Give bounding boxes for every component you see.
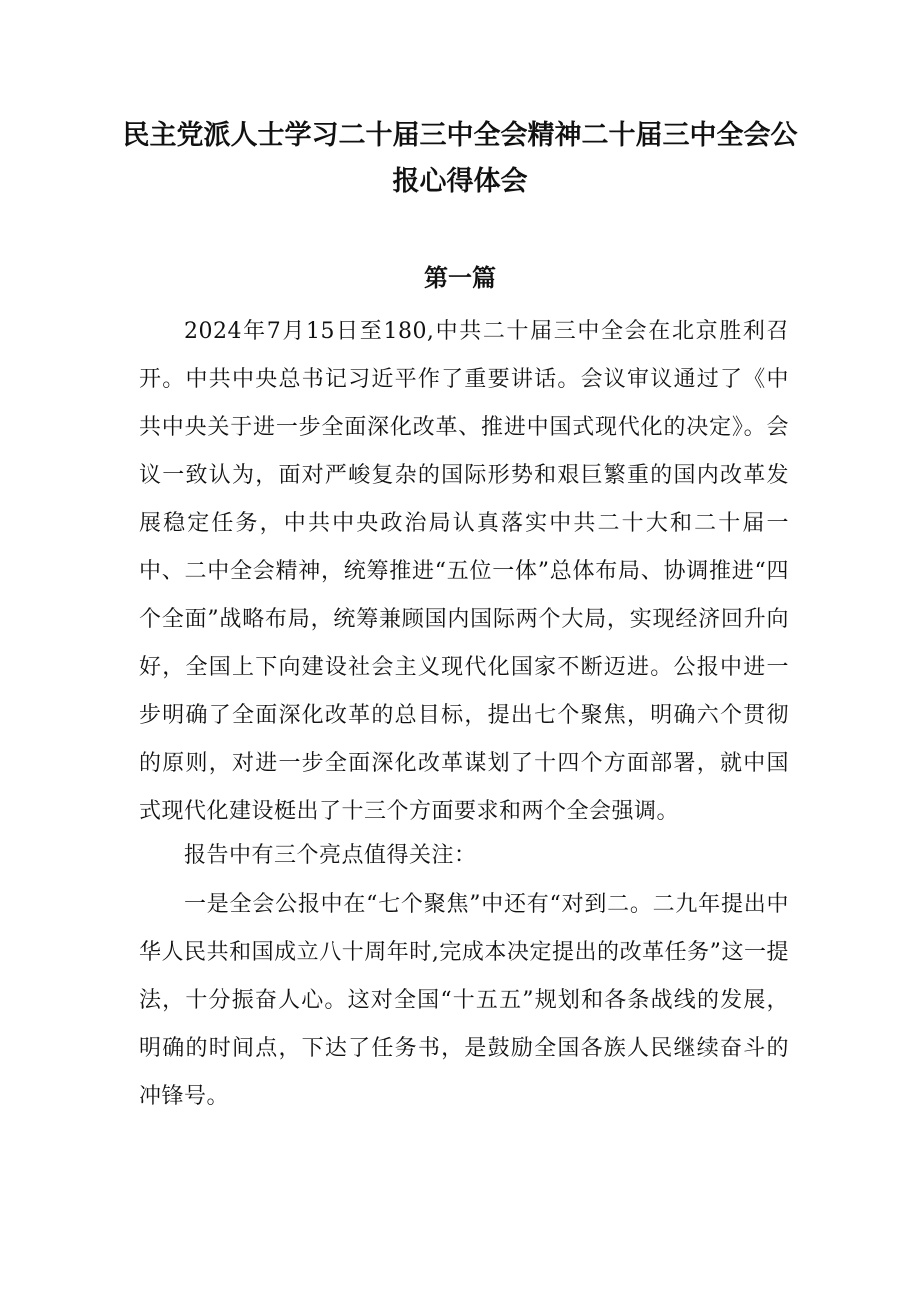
body-paragraph: 报告中有三个亮点值得关注： [184, 843, 477, 868]
section-heading: 第一篇 [424, 264, 496, 292]
document-title-line-1: 民主党派人士学习二十届三中全会精神二十届三中全会公 [122, 120, 798, 151]
body-paragraph-1-container [139, 308, 789, 836]
body-paragraph: 一是全会公报中在“七个聚焦”中还有“对到二。二九年提出中华人民共和国成立八十周年时,完成本决定提出的改革任务”这一提法，十分振奋人心。这对全国“十五五”规划和各条战线的发展，明确的时间点，下达了任务书，是鼓励全国各族人民继续奋斗的冲锋号。 [139, 892, 789, 1109]
body-paragraph: 2024年7月15日至180,中共二十届三中全会在北京胜利召开。中共中央总书记习近平作了重要讲话。会议审议通过了《中共中央关于进一步全面深化改革、推进中国式现代化的决定》。会议一致认为，面对严峻复杂的国际形势和艰巨繁重的国内改革发展稳定任务，中共中央政治局认真落实中共二十大和二十届一中、二中全会精神，统筹推进“五位一体”总体布局、协调推进“四个全面”战略布局，统筹兼顾国内国际两个大局，实现经济回升向好，全国上下向建设社会主义现代化国家不断迈进。公报中进一步明确了全面深化改革的总目标，提出七个聚焦，明确六个贯彻的原则，对进一步全面深化改革谋划了十四个方面部署，就中国式现代化建设梃出了十三个方面要求和两个全会强调。 [139, 319, 789, 824]
body-paragraph-2-container [139, 832, 789, 880]
body-paragraph-3-container [139, 881, 789, 1121]
document-title-line-2: 报心得体会 [392, 166, 528, 197]
